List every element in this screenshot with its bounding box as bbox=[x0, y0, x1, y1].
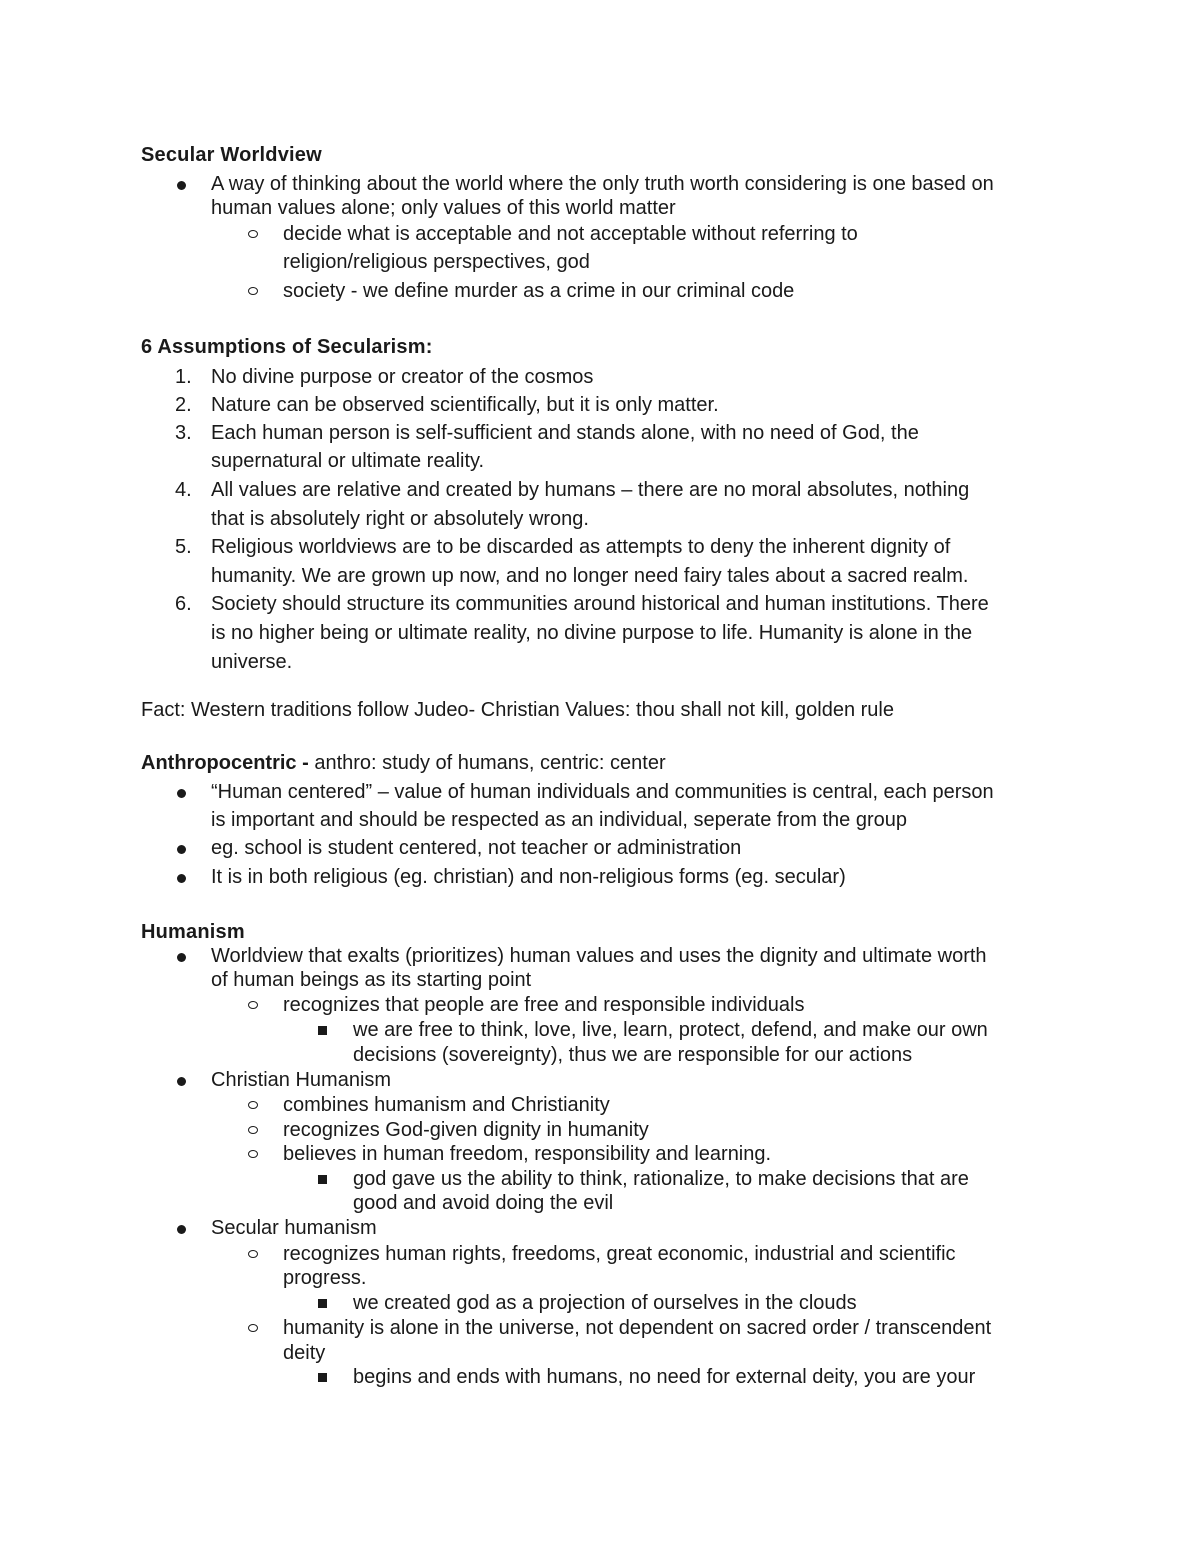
list-item-text: decide what is acceptable and not acceptable without referring to bbox=[283, 223, 858, 245]
list-item-text: No divine purpose or creator of the cosmos bbox=[211, 366, 594, 388]
list-item-text: humanity is alone in the universe, not dependent on sacred order / transcendent bbox=[283, 1317, 992, 1339]
list-number: 1. bbox=[175, 366, 192, 388]
bullet-icon bbox=[177, 1077, 186, 1086]
hollow-bullet-icon bbox=[248, 1250, 258, 1258]
hollow-bullet-icon bbox=[248, 1150, 258, 1158]
list-number: 2. bbox=[175, 394, 192, 416]
bullet-icon bbox=[177, 845, 186, 854]
list-number: 5. bbox=[175, 536, 192, 558]
bullet-icon bbox=[177, 181, 186, 190]
bullet-icon bbox=[177, 789, 186, 798]
list-item-text: humanity. We are grown up now, and no longer need fairy tales about a sacred realm. bbox=[211, 565, 969, 587]
list-item-text: eg. school is student centered, not teacher or administration bbox=[211, 837, 742, 859]
section-heading: Secular Worldview bbox=[141, 144, 322, 166]
heading-definition: anthro: study of humans, centric: center bbox=[308, 752, 666, 774]
list-item-text: recognizes human rights, freedoms, great economic, industrial and scientific bbox=[283, 1243, 956, 1265]
list-item-text: combines humanism and Christianity bbox=[283, 1094, 610, 1116]
list-item-text: religion/religious perspectives, god bbox=[283, 251, 590, 273]
list-item-text: recognizes that people are free and responsible individuals bbox=[283, 994, 805, 1016]
hollow-bullet-icon bbox=[248, 1126, 258, 1134]
list-item-text: deity bbox=[283, 1342, 326, 1364]
list-item-text: is no higher being or ultimate reality, no divine purpose to life. Humanity is alone in the bbox=[211, 622, 973, 644]
list-item-text: progress. bbox=[283, 1267, 367, 1289]
hollow-bullet-icon bbox=[248, 1101, 258, 1109]
list-item-text: god gave us the ability to think, rationalize, to make decisions that are bbox=[353, 1168, 969, 1190]
list-item-text: It is in both religious (eg. christian) and non-religious forms (eg. secular) bbox=[211, 866, 846, 888]
hollow-bullet-icon bbox=[248, 230, 258, 238]
list-item-text: Society should structure its communities around historical and human institutions. There bbox=[211, 593, 989, 615]
list-item-text: human values alone; only values of this world matter bbox=[211, 197, 676, 219]
list-item-text: recognizes God-given dignity in humanity bbox=[283, 1119, 649, 1141]
list-number: 4. bbox=[175, 479, 192, 501]
section-heading: Humanism bbox=[141, 921, 245, 943]
hollow-bullet-icon bbox=[248, 1001, 258, 1009]
list-item-text: A way of thinking about the world where the only truth worth considering is one based on bbox=[211, 173, 994, 195]
hollow-bullet-icon bbox=[248, 1324, 258, 1332]
list-item-text: that is absolutely right or absolutely wrong. bbox=[211, 508, 589, 530]
list-item-text: begins and ends with humans, no need for external deity, you are your bbox=[353, 1366, 976, 1388]
square-bullet-icon bbox=[318, 1299, 327, 1308]
list-item-text: we are free to think, love, live, learn, protect, defend, and make our own bbox=[353, 1019, 988, 1041]
list-item-text: believes in human freedom, responsibility and learning. bbox=[283, 1143, 772, 1165]
list-number: 3. bbox=[175, 422, 192, 444]
list-item-text: Religious worldviews are to be discarded as attempts to deny the inherent dignity of bbox=[211, 536, 951, 558]
section-heading: Anthropocentric - bbox=[141, 752, 309, 774]
square-bullet-icon bbox=[318, 1373, 327, 1382]
square-bullet-icon bbox=[318, 1175, 327, 1184]
bullet-icon bbox=[177, 874, 186, 883]
section-heading: 6 Assumptions of Secularism: bbox=[141, 336, 433, 358]
list-item-text: All values are relative and created by humans – there are no moral absolutes, nothing bbox=[211, 479, 970, 501]
list-item-text: society - we define murder as a crime in our criminal code bbox=[283, 280, 795, 302]
list-item-text: we created god as a projection of ourselves in the clouds bbox=[353, 1292, 857, 1314]
bullet-icon bbox=[177, 1225, 186, 1234]
hollow-bullet-icon bbox=[248, 287, 258, 295]
list-item-text: of human beings as its starting point bbox=[211, 969, 532, 991]
list-item-text: good and avoid doing the evil bbox=[353, 1192, 614, 1214]
list-item-text: Secular humanism bbox=[211, 1217, 377, 1239]
list-item-text: Each human person is self-sufficient and stands alone, with no need of God, the bbox=[211, 422, 919, 444]
list-item-text: decisions (sovereignty), thus we are responsible for our actions bbox=[353, 1044, 913, 1066]
list-number: 6. bbox=[175, 593, 192, 615]
list-item-text: Worldview that exalts (prioritizes) human values and uses the dignity and ultimate worth bbox=[211, 945, 987, 967]
list-item-text: is important and should be respected as an individual, seperate from the group bbox=[211, 809, 907, 831]
list-item-text: supernatural or ultimate reality. bbox=[211, 450, 485, 472]
list-item-text: Nature can be observed scientifically, but it is only matter. bbox=[211, 394, 719, 416]
bullet-icon bbox=[177, 953, 186, 962]
square-bullet-icon bbox=[318, 1026, 327, 1035]
list-item-text: universe. bbox=[211, 651, 293, 673]
list-item-text: Christian Humanism bbox=[211, 1069, 392, 1091]
fact-paragraph: Fact: Western traditions follow Judeo- Christian Values: thou shall not kill, golden rule bbox=[141, 699, 894, 721]
list-item-text: “Human centered” – value of human individuals and communities is central, each person bbox=[211, 781, 994, 803]
section-heading-line bbox=[141, 753, 666, 773]
